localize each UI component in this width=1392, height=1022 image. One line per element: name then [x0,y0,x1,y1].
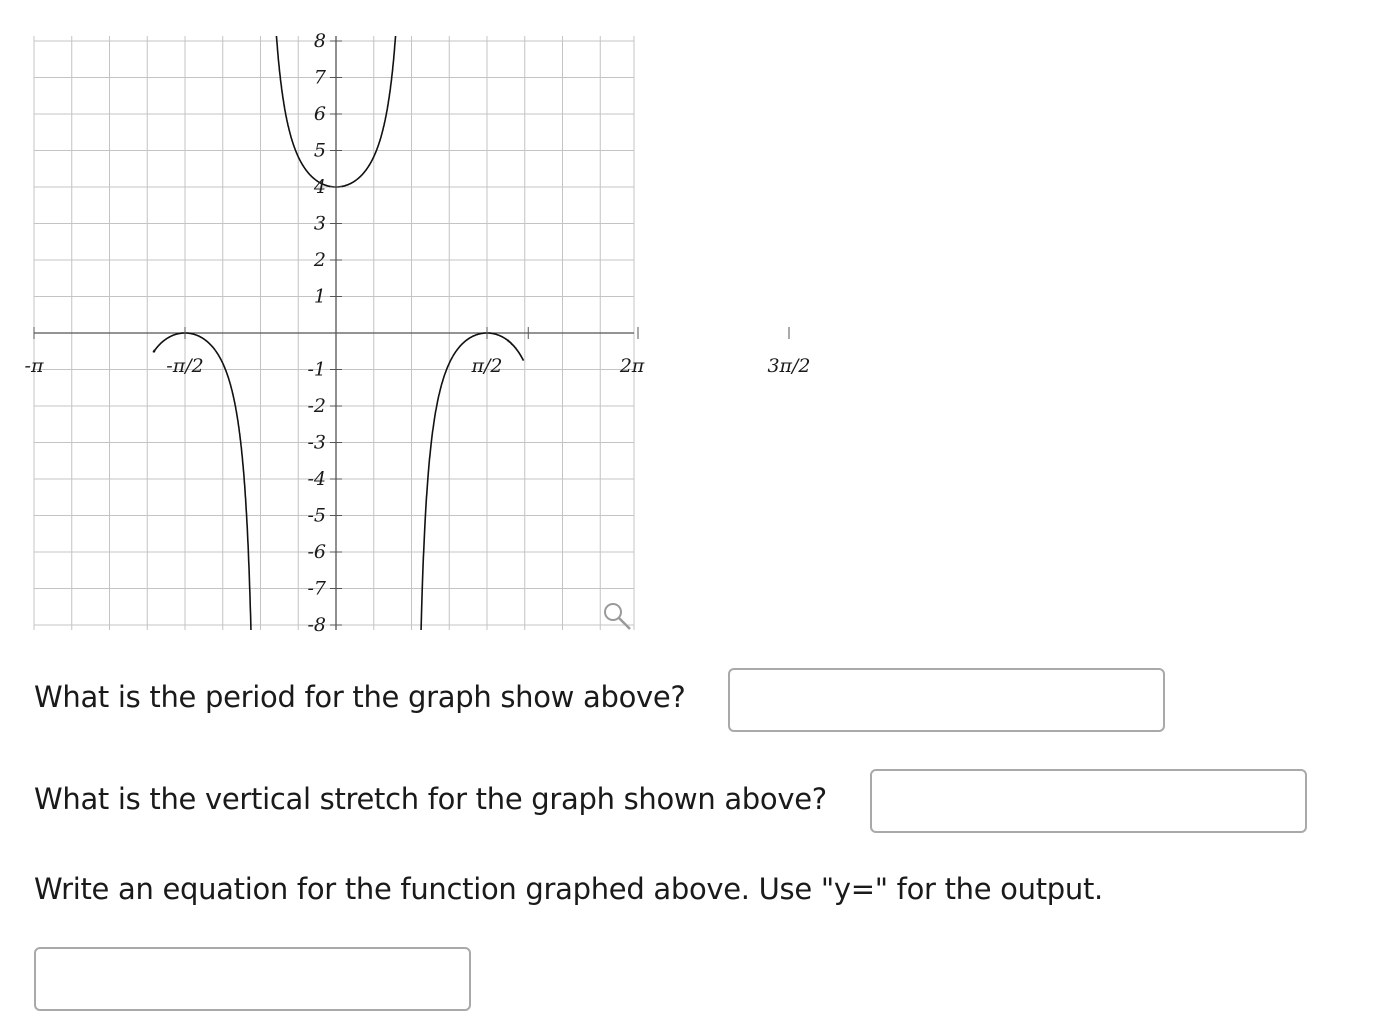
secant-branch-downward [508,340,524,360]
y-tick-label: 3 [313,212,326,235]
secant-branch-upward [275,20,315,180]
x-tick-label: 2 [619,355,632,377]
equation-answer-input[interactable] [34,947,471,1011]
secant-branch-downward [421,356,453,649]
vertical-stretch-answer-input[interactable] [870,769,1307,833]
graph-axes [34,36,634,630]
y-tick-label: 6 [313,103,326,125]
y-tick-label: -5 [307,504,326,527]
x-tick-label: 3π/2 [767,355,811,377]
y-tick-label: 2 [313,249,326,271]
y-tick-label: -1 [307,358,326,381]
x-tick-label: π/2 [471,355,503,377]
y-tick-label: 8 [313,30,326,52]
y-tick-label: -7 [307,577,326,600]
y-tick-label: 4 [313,176,326,198]
x-tick-label: π [631,355,645,377]
y-tick-label: 1 [313,285,326,308]
y-tick-label: 7 [313,66,326,89]
secant-branch-downward [153,350,154,352]
y-tick-label: -2 [307,395,326,417]
function-graph [0,0,811,650]
secant-branch-upward [357,20,397,180]
y-tick-label: -8 [307,614,326,636]
y-tick-label: -6 [307,541,326,563]
equation-question: Write an equation for the function graphed above. Use "y=" for the output. [34,872,1103,906]
secant-branch-downward [215,350,251,641]
x-tick-label: -π [24,355,44,377]
x-tick-label: -π/2 [166,355,204,377]
period-answer-input[interactable] [728,668,1165,732]
period-question: What is the period for the graph show above? [34,680,686,714]
y-tick-label: -3 [307,431,326,454]
secant-branch-downward [453,333,508,356]
vertical-stretch-question: What is the vertical stretch for the graph shown above? [34,782,827,816]
y-tick-label: 5 [313,139,326,162]
y-tick-label: -4 [307,468,326,490]
